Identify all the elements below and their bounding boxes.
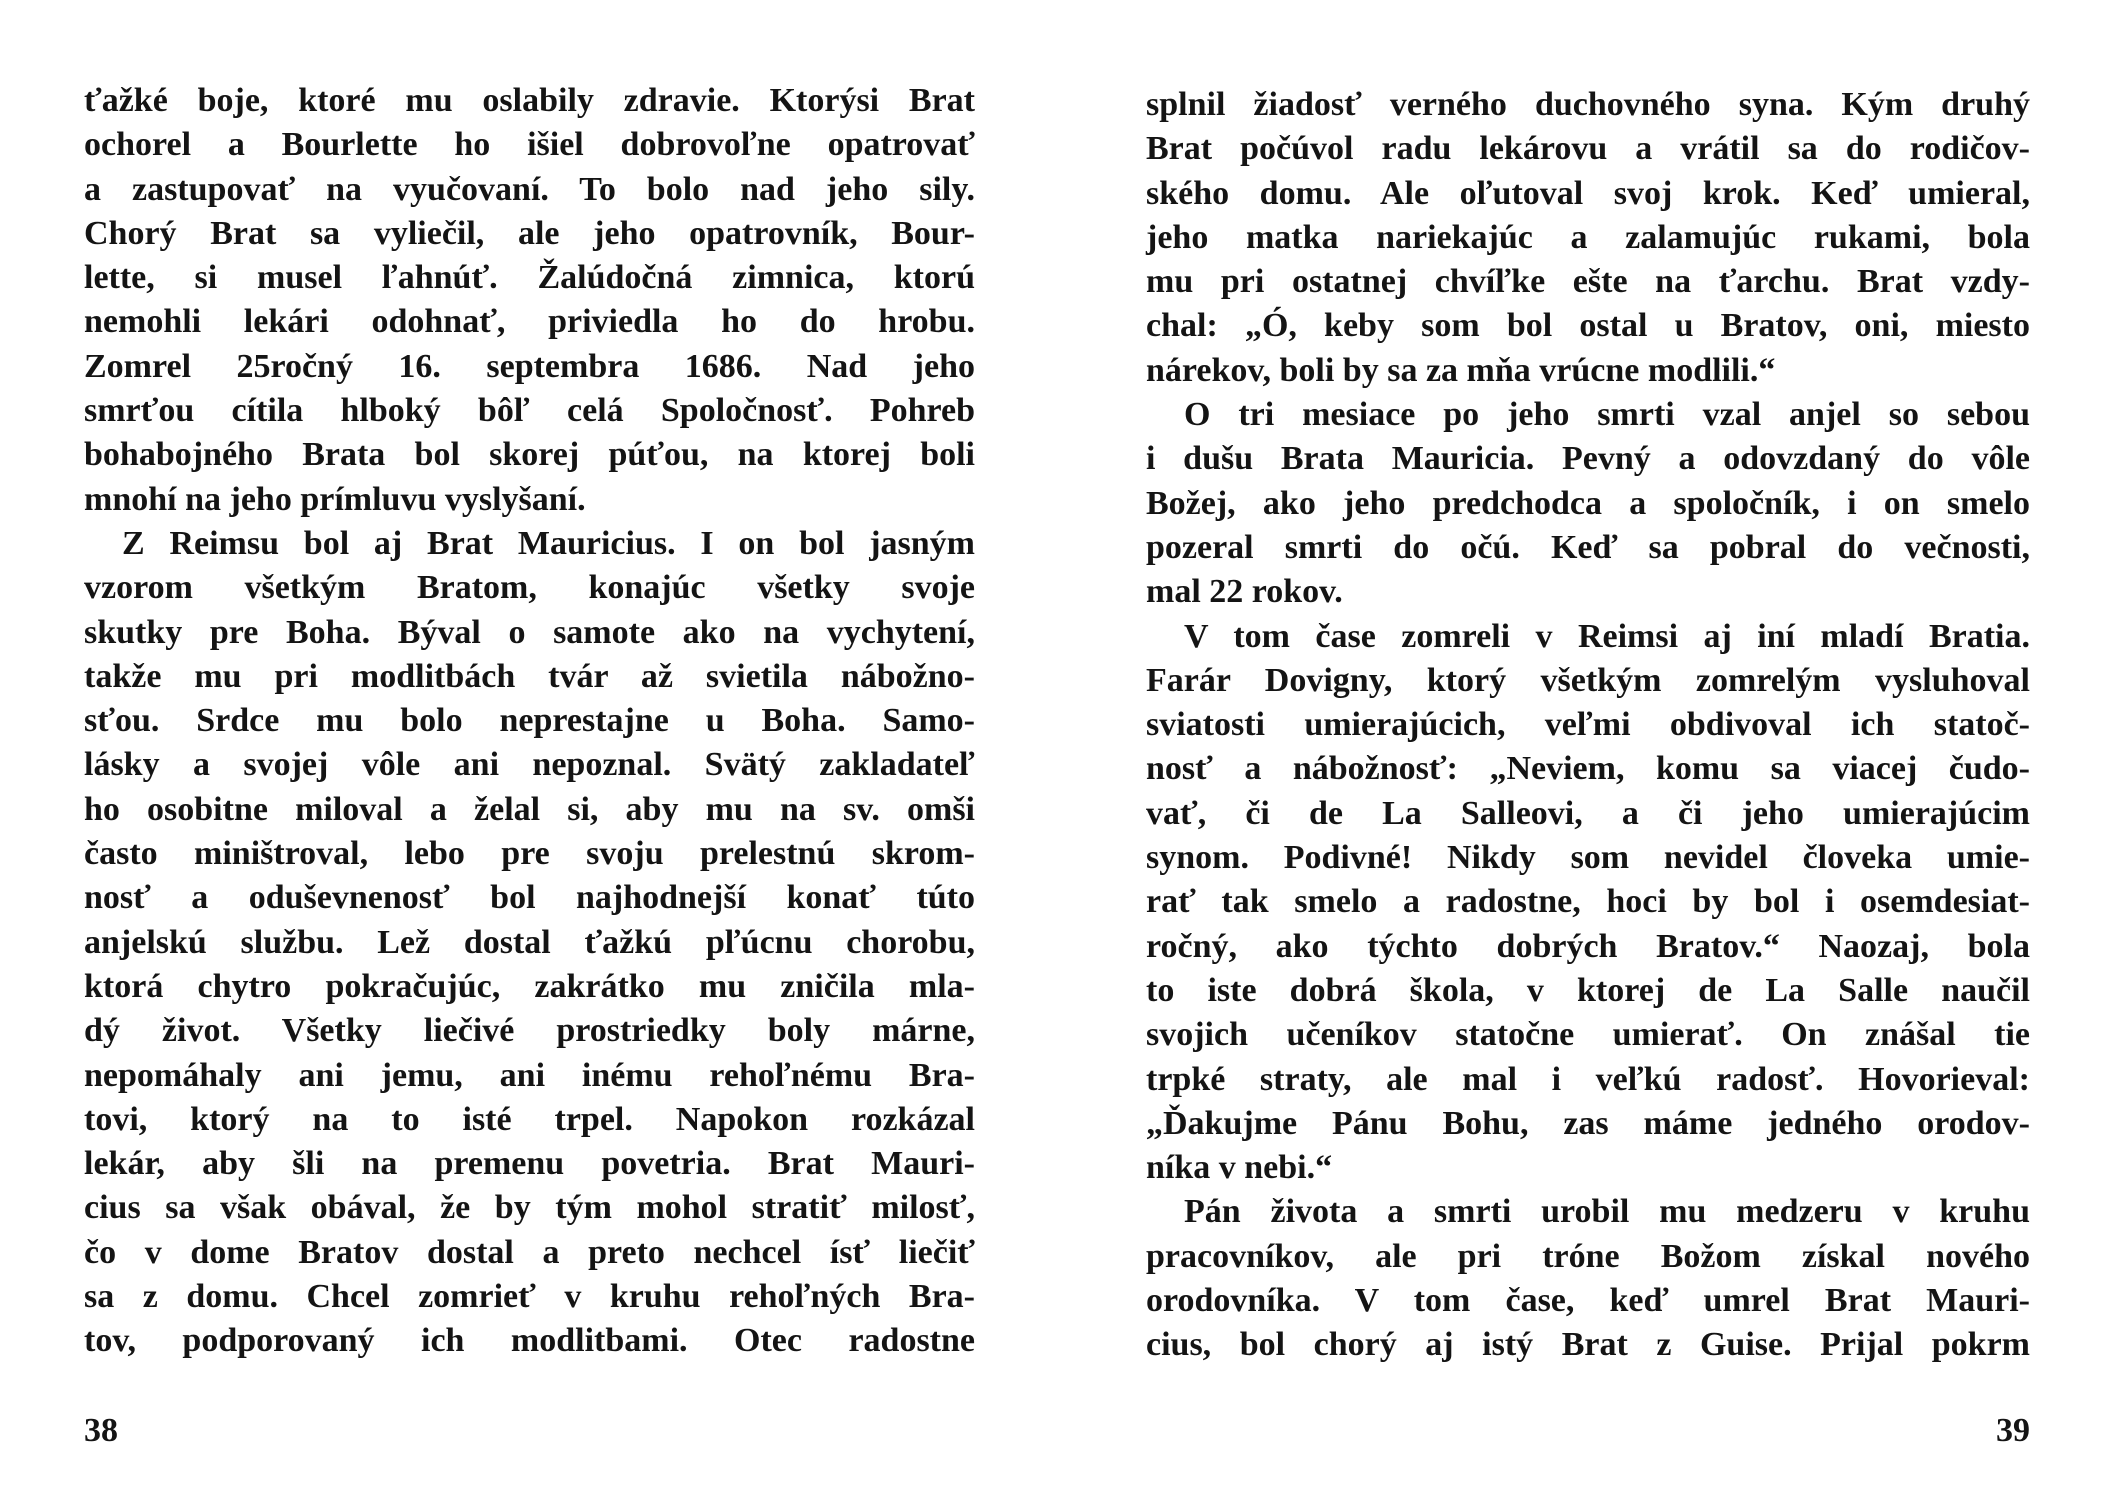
text-line: Z Reimsu bol aj Brat Mauricius. I on bol jasným <box>122 524 975 562</box>
paragraph <box>84 522 975 1364</box>
text-line: O tri mesiace po jeho smrti vzal anjel so sebou <box>1184 396 2030 434</box>
text-line: Chorý Brat sa vyliečil, ale jeho opatrovník, Bour- <box>84 214 975 252</box>
text-line: synom. Podivné! Nikdy som nevidel človeka umie- <box>1146 839 2030 877</box>
text-line: i dušu Brata Mauricia. Pevný a odovzdaný do vôle <box>1146 440 2030 478</box>
text-line: a zastupovať na vyučovaní. To bolo nad jeho sily. <box>84 170 975 208</box>
paragraph <box>1146 83 2030 393</box>
paragraph <box>1146 615 2030 1191</box>
text-line: sa z domu. Chcel zomrieť v kruhu rehoľných Bra- <box>84 1278 975 1316</box>
text-line: orodovníka. V tom čase, keď umrel Brat Mauri- <box>1146 1282 2030 1320</box>
text-line: sviatosti umierajúcich, veľmi obdivoval ich statoč- <box>1146 706 2030 744</box>
text-line: pracovníkov, ale pri tróne Božom získal nového <box>1146 1237 2030 1275</box>
text-line: nosť a oduševnenosť bol najhodnejší konať túto <box>84 879 975 917</box>
text-line: ho osobitne miloval a želal si, aby mu na sv. omši <box>84 790 975 828</box>
text-line: dý život. Všetky liečivé prostriedky boly márne, <box>84 1012 975 1050</box>
paragraph <box>84 79 975 522</box>
text-line: lette, si musel ľahnúť. Žalúdočná zimnica, ktorú <box>84 259 975 297</box>
text-line: tov, podporovaný ich modlitbami. Otec radostne <box>84 1322 975 1360</box>
text-line: pozeral smrti do očú. Keď sa pobral do večnosti, <box>1146 528 2030 566</box>
text-line: svojich učeníkov statočne umierať. On znášal tie <box>1146 1016 2030 1054</box>
text-line: Farár Dovigny, ktorý všetkým zomrelým vysluhoval <box>1146 661 2030 699</box>
right-page-text <box>1146 83 2030 1368</box>
text-line: ochorel a Bourlette ho išiel dobrovoľne opatrovať <box>84 126 975 164</box>
text-line: bohabojného Brata bol skorej púťou, na ktorej boli <box>84 436 975 474</box>
text-line: lekár, aby šli na premenu povetria. Brat Mauri- <box>84 1145 975 1183</box>
text-line: trpké straty, ale mal i veľkú radosť. Hovorieval: <box>1146 1060 2030 1098</box>
text-line: rať tak smelo a radostne, hoci by bol i osemdesiat- <box>1146 883 2030 921</box>
page-number-left: 38 <box>84 1412 118 1449</box>
left-page-text <box>84 79 975 1364</box>
text-line: to iste dobrá škola, v ktorej de La Salle naučil <box>1146 971 2030 1009</box>
text-line: „Ďakujme Pánu Bohu, zas máme jedného orodov- <box>1146 1104 2030 1142</box>
text-line: splnil žiadosť verného duchovného syna. Kým druhý <box>1146 86 2030 123</box>
page-number-right: 39 <box>1996 1412 2030 1449</box>
text-line: ťažké boje, ktoré mu oslabily zdravie. Ktorýsi Brat <box>84 82 975 119</box>
text-line: jeho matka nariekajúc a zalamujúc rukami, bola <box>1146 218 2030 256</box>
text-line: V tom čase zomreli v Reimsi aj iní mladí Bratia. <box>1184 617 2030 655</box>
text-line: ročný, ako týchto dobrých Bratov.“ Naozaj, bola <box>1146 927 2030 965</box>
text-line: ktorá chytro pokračujúc, zakrátko mu zničila mla- <box>84 967 975 1005</box>
text-line: smrťou cítila hlboký bôľ celá Spoločnosť. Pohreb <box>84 392 975 430</box>
text-line: mu pri ostatnej chvíľke ešte na ťarchu. Brat vzdy- <box>1146 263 2030 301</box>
text-line: nárekov, boli by sa za mňa vrúcne modlili.“ <box>1146 351 1776 389</box>
text-line: cius sa však obával, že by tým mohol stratiť milosť, <box>84 1189 975 1227</box>
text-line: ského domu. Ale oľutoval svoj krok. Keď umieral, <box>1146 174 2030 212</box>
text-line: tovi, ktorý na to isté trpel. Napokon rozkázal <box>84 1100 975 1138</box>
text-line: vať, či de La Salleovi, a či jeho umierajúcim <box>1146 794 2030 832</box>
text-line: sťou. Srdce mu bolo neprestajne u Boha. Samo- <box>84 702 975 740</box>
text-line: nemohli lekári odohnať, priviedla ho do hrobu. <box>84 303 975 341</box>
paragraph <box>1146 1190 2030 1367</box>
text-line: Božej, ako jeho predchodca a spoločník, i on smelo <box>1146 484 2030 522</box>
text-line: anjelskú službu. Lež dostal ťažkú pľúcnu chorobu, <box>84 923 975 961</box>
paragraph <box>1146 393 2030 614</box>
text-line: chal: „Ó, keby som bol ostal u Bratov, oni, miesto <box>1146 307 2030 345</box>
text-line: nosť a nábožnosť: „Neviem, komu sa viacej čudo- <box>1146 750 2030 788</box>
text-line: cius, bol chorý aj istý Brat z Guise. Prijal pokrm <box>1146 1326 2030 1364</box>
text-line: Zomrel 25ročný 16. septembra 1686. Nad jeho <box>84 347 975 385</box>
text-line: nepomáhaly ani jemu, ani inému rehoľnému Bra- <box>84 1056 975 1094</box>
text-line: Pán života a smrti urobil mu medzeru v kruhu <box>1184 1193 2030 1231</box>
text-line: skutky pre Boha. Býval o samote ako na vychytení, <box>84 613 975 651</box>
text-line: níka v nebi.“ <box>1146 1149 1333 1187</box>
text-line: čo v dome Bratov dostal a preto nechcel ísť liečiť <box>84 1233 975 1271</box>
text-line: Brat počúvol radu lekárovu a vrátil sa do rodičov- <box>1146 130 2030 168</box>
text-line: mnohí na jeho prímluvu vyslyšaní. <box>84 480 586 518</box>
text-line: často miništroval, lebo pre svoju prelestnú skrom- <box>84 835 975 873</box>
text-line: mal 22 rokov. <box>1146 573 1343 611</box>
text-line: takže mu pri modlitbách tvár až svietila nábožno- <box>84 657 975 695</box>
text-line: vzorom všetkým Bratom, konajúc všetky svoje <box>84 569 975 607</box>
text-line: lásky a svojej vôle ani nepoznal. Svätý zakladateľ <box>84 746 975 784</box>
